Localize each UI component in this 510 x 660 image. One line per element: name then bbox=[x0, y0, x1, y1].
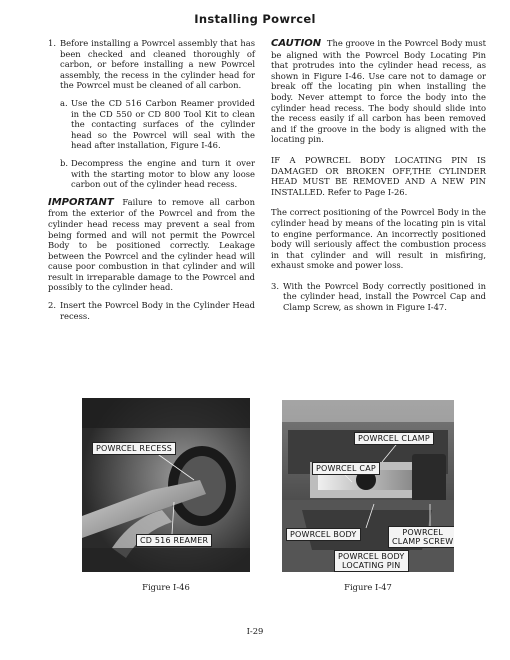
figure-i-47-photo bbox=[282, 400, 454, 572]
right-column bbox=[271, 38, 486, 320]
step-3-text: With the Powrcel Body correctly positioned in the cylinder head, install the Powrcel Cap and Clamp Screw, as shown in Figure I-47. bbox=[283, 280, 486, 313]
powrcel-body-label: POWRCEL BODY bbox=[286, 528, 361, 541]
powrcel-body-locating-pin-label bbox=[334, 550, 409, 572]
locating-pin-label-line-1: POWRCEL BODY bbox=[338, 552, 405, 561]
step-a bbox=[60, 98, 255, 151]
caution-text: The groove in the Powrcel Body must be aligned with the Powrcel Body Locating Pin that protrudes into the cylinder head recess, as shown in Figure I-46. Use care not to damage or break off the locating pin when installing the body. Never attempt to force the body into the cylinder head recess. The body should slide into the recess easily if all carbon has been removed and if the groove in the body is aligned with the locating pin. bbox=[271, 38, 486, 145]
powrcel-recess-label: POWRCEL RECESS bbox=[92, 442, 176, 455]
step-3-number: 3. bbox=[271, 280, 279, 291]
cd-516-reamer-label: CD 516 REAMER bbox=[136, 534, 212, 547]
powrcel-clamp-screw-label bbox=[388, 526, 454, 548]
step-1 bbox=[48, 38, 255, 91]
clamp-screw-label-line-2: CLAMP SCREW bbox=[392, 537, 454, 546]
step-b bbox=[60, 158, 255, 190]
caution-note bbox=[271, 38, 486, 145]
step-2 bbox=[48, 300, 255, 321]
step-b-text: Decompress the engine and turn it over with the starting motor to blow any loose carbon out of the cylinder head recess. bbox=[71, 157, 255, 190]
step-a-letter: a. bbox=[60, 97, 68, 108]
clamp-screw-label-line-1: POWRCEL bbox=[402, 528, 444, 537]
step-1-number: 1. bbox=[48, 38, 56, 48]
caution-keyword: CAUTION bbox=[271, 38, 322, 49]
important-keyword: IMPORTANT bbox=[48, 196, 114, 208]
step-3 bbox=[271, 281, 486, 313]
powrcel-clamp-label: POWRCEL CLAMP bbox=[354, 432, 434, 445]
locating-pin-label-line-2: LOCATING PIN bbox=[342, 561, 401, 570]
locating-pin-warning: IF A POWRCEL BODY LOCATING PIN IS DAMAGED OR BROKEN OFF,THE CYLINDER HEAD MUST BE REMOVED AND A NEW PIN INSTALLED. Refer to Page I-26. bbox=[271, 154, 486, 197]
figure-i-46-caption: Figure I-46 bbox=[142, 582, 190, 592]
page-title: Installing Powrcel bbox=[194, 12, 316, 26]
figure-i-46-photo bbox=[82, 398, 250, 572]
positioning-paragraph: The correct positioning of the Powrcel Body in the cylinder head by means of the locating pin is vital to engine performance. An incorrectly positioned body will seriously affect the combustion process in that cylinder and will result in misfiring, exhaust smoke and power loss. bbox=[271, 207, 486, 271]
left-column bbox=[48, 38, 255, 328]
step-b-letter: b. bbox=[60, 157, 69, 168]
step-2-number: 2. bbox=[48, 300, 56, 311]
important-note bbox=[48, 197, 255, 293]
step-1-text: Before installing a Powrcel assembly that has been checked and cleaned thoroughly of carbon, or before installing a new Powrcel assembly, the recess in the cylinder head for the Powrcel must be cleaned of all carbon. bbox=[60, 38, 255, 91]
page-number: I-29 bbox=[246, 626, 264, 636]
powrcel-cap-label: POWRCEL CAP bbox=[312, 462, 380, 475]
step-a-text: Use the CD 516 Carbon Reamer provided in the CD 550 or CD 800 Tool Kit to clean the contacting surfaces of the cylinder head so the Powrcel will seal with the head after installation, Figure I-46. bbox=[71, 97, 255, 151]
step-2-text: Insert the Powrcel Body in the Cylinder Head recess. bbox=[60, 300, 255, 321]
figure-i-47-caption: Figure I-47 bbox=[344, 582, 392, 592]
important-text: Failure to remove all carbon from the exterior of the Powrcel and from the cylinder head recess may prevent a seal from being formed and will not permit the Powrcel Body to be positioned correctly. Leakage between the Powrcel and the cylinder head will cause poor combustion in that cylinder and will result in irreparable damage to the Powrcel and possibly to the cylinder head. bbox=[48, 196, 255, 293]
